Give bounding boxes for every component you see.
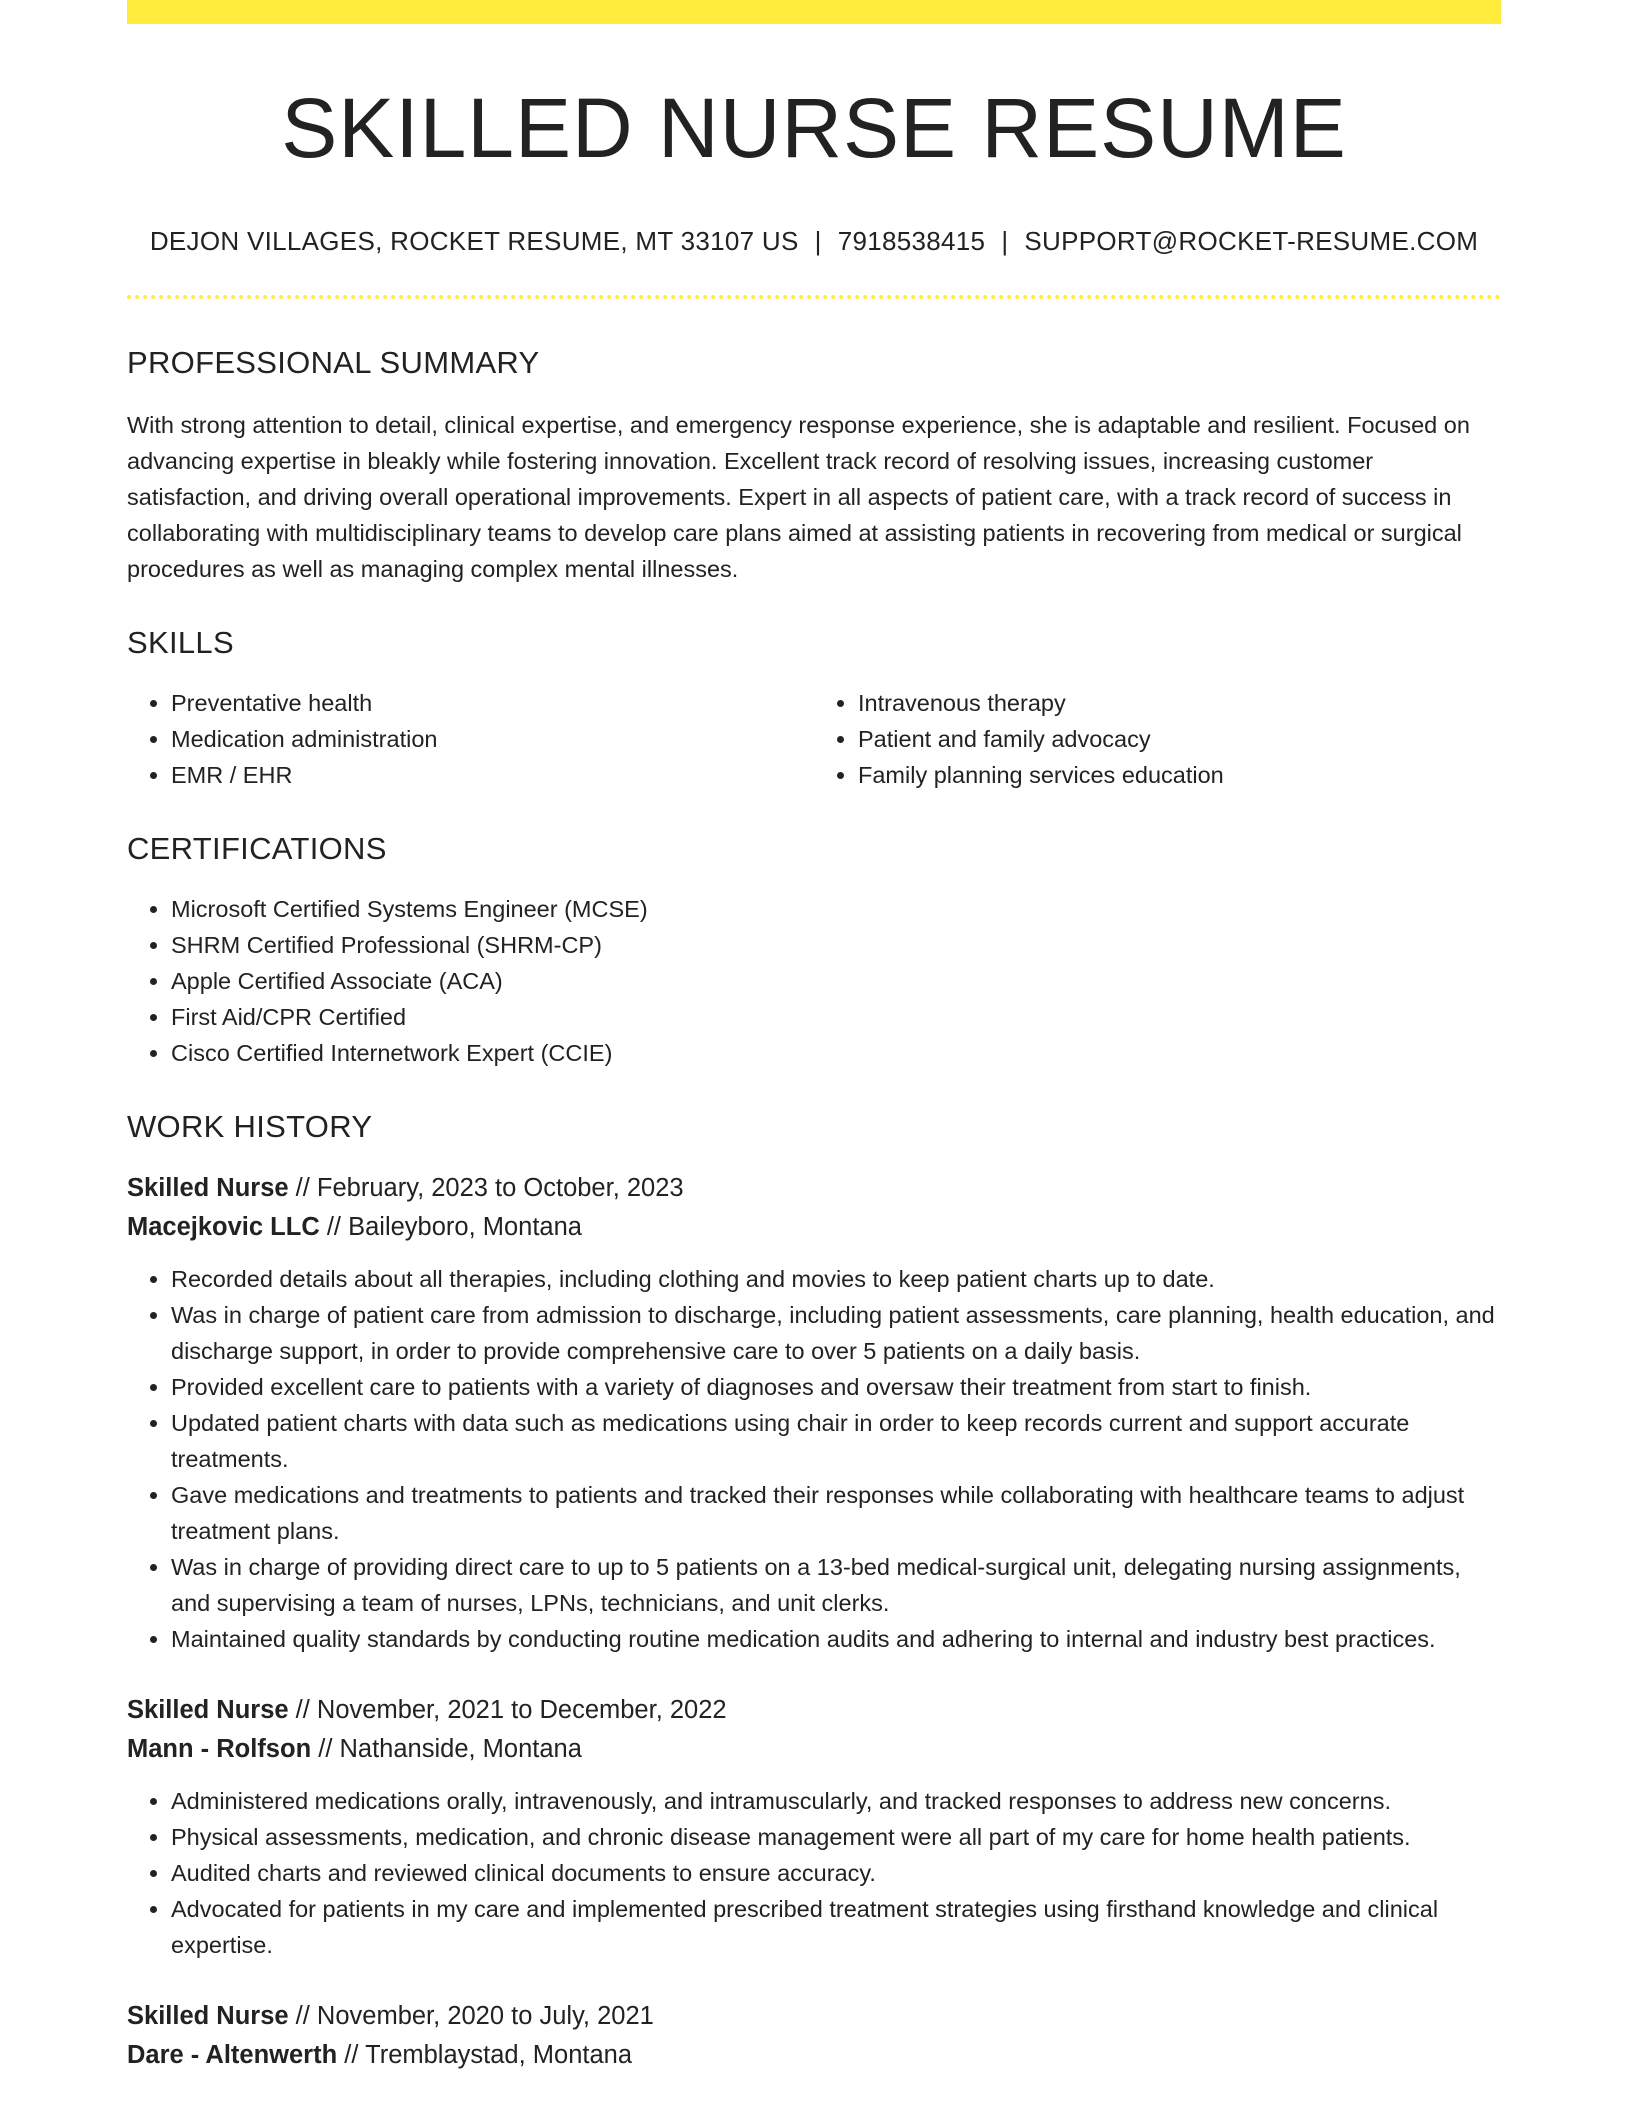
certification-item: • Microsoft Certified Systems Engineer (MCSE) xyxy=(171,891,1501,927)
accent-bar xyxy=(127,0,1501,24)
summary-text: With strong attention to detail, clinical expertise, and emergency response experience, she is adaptable and resilient. Focused on advancing expertise in bleakly while fostering innovation. Excellent track record of resolving issues, increasing customer satisfaction, and driving overall operational improvements. Expert in all aspects of patient care, with a track record of success in collaborating with multidisciplinary teams to develop care plans aimed at assisting patients in recovering from medical or surgical procedures as well as managing complex mental illnesses. xyxy=(127,412,1470,583)
contact-separator: | xyxy=(814,226,822,257)
job-role: Skilled Nurse xyxy=(127,2002,289,2031)
skills-list xyxy=(127,685,1501,793)
job-bullet: • Administered medications orally, intravenously, and intramuscularly, and tracked responses to address new concerns. xyxy=(171,1783,1501,1819)
dotted-divider xyxy=(127,295,1501,299)
job-bullet: • Maintained quality standards by conducting routine medication audits and adhering to internal and industry best practices. xyxy=(171,1621,1501,1657)
job-bullet: • Updated patient charts with data such as medications using chair in order to keep records current and support accurate treatments. xyxy=(171,1405,1501,1477)
resume-page xyxy=(127,0,1501,2075)
certifications-heading: CERTIFICATIONS xyxy=(127,831,387,867)
job-bullets xyxy=(127,1261,1501,1657)
skill-item: • Preventative health xyxy=(171,685,814,721)
contact-address: DEJON VILLAGES, ROCKET RESUME, MT 33107 US xyxy=(149,226,799,257)
job-bullet: • Was in charge of patient care from admission to discharge, including patient assessments, care planning, health education, and discharge support, in order to provide comprehensive care to over 5 patients on a daily basis. xyxy=(171,1297,1501,1369)
job-entry xyxy=(127,1691,1501,1963)
skills-heading: SKILLS xyxy=(127,625,234,661)
certifications-list xyxy=(127,891,1501,1071)
certification-item: • Apple Certified Associate (ACA) xyxy=(171,963,1501,999)
job-dates: // November, 2021 to December, 2022 xyxy=(295,1696,727,1725)
certification-item: • Cisco Certified Internetwork Expert (CCIE) xyxy=(171,1035,1501,1071)
job-bullet: • Provided excellent care to patients with a variety of diagnoses and oversaw their treatment from start to finish. xyxy=(171,1369,1501,1405)
certification-item: • SHRM Certified Professional (SHRM-CP) xyxy=(171,927,1501,963)
job-role-line xyxy=(127,1997,1501,2036)
job-bullet: • Audited charts and reviewed clinical documents to ensure accuracy. xyxy=(171,1855,1501,1891)
job-bullet: • Physical assessments, medication, and chronic disease management were all part of my care for home health patients. xyxy=(171,1819,1501,1855)
job-bullet: • Recorded details about all therapies, including clothing and movies to keep patient charts up to date. xyxy=(171,1261,1501,1297)
job-entry xyxy=(127,1997,1501,2075)
page-title: SKILLED NURSE RESUME xyxy=(281,81,1347,175)
skill-item: • Medication administration xyxy=(171,721,814,757)
contact-email: SUPPORT@ROCKET-RESUME.COM xyxy=(1024,226,1479,257)
job-location: // Baileyboro, Montana xyxy=(326,1213,582,1242)
job-company-line xyxy=(127,1730,1501,1769)
job-company-line xyxy=(127,2036,1501,2075)
job-dates: // November, 2020 to July, 2021 xyxy=(295,2002,654,2031)
job-bullet: • Gave medications and treatments to patients and tracked their responses while collaborating with healthcare teams to adjust treatment plans. xyxy=(171,1477,1501,1549)
job-location: // Nathanside, Montana xyxy=(318,1735,582,1764)
work-history-heading: WORK HISTORY xyxy=(127,1109,373,1145)
contact-line xyxy=(127,226,1501,257)
job-role-line xyxy=(127,1169,1501,1208)
summary-heading: PROFESSIONAL SUMMARY xyxy=(127,345,540,381)
contact-phone: 7918538415 xyxy=(837,226,986,257)
job-entry xyxy=(127,1169,1501,1657)
skill-item: • EMR / EHR xyxy=(171,757,814,793)
contact-separator: | xyxy=(1001,226,1009,257)
skill-item: • Intravenous therapy xyxy=(858,685,1501,721)
job-company: Dare - Altenwerth xyxy=(127,2041,338,2070)
job-bullet: • Advocated for patients in my care and implemented prescribed treatment strategies using firsthand knowledge and clinical expertise. xyxy=(171,1891,1501,1963)
job-role: Skilled Nurse xyxy=(127,1696,289,1725)
skill-item: • Family planning services education xyxy=(858,757,1501,793)
skill-item: • Patient and family advocacy xyxy=(858,721,1501,757)
job-company-line xyxy=(127,1208,1501,1247)
skills-column-left xyxy=(127,685,814,793)
job-company: Mann - Rolfson xyxy=(127,1735,312,1764)
skills-column-right xyxy=(814,685,1501,793)
job-role-line xyxy=(127,1691,1501,1730)
job-location: // Tremblaystad, Montana xyxy=(344,2041,633,2070)
job-company: Macejkovic LLC xyxy=(127,1213,320,1242)
job-role: Skilled Nurse xyxy=(127,1174,289,1203)
job-bullet: • Was in charge of providing direct care to up to 5 patients on a 13-bed medical-surgical unit, delegating nursing assignments, and supervising a team of nurses, LPNs, technicians, and unit clerks. xyxy=(171,1549,1501,1621)
certification-item: • First Aid/CPR Certified xyxy=(171,999,1501,1035)
job-dates: // February, 2023 to October, 2023 xyxy=(295,1174,684,1203)
job-bullets xyxy=(127,1783,1501,1963)
